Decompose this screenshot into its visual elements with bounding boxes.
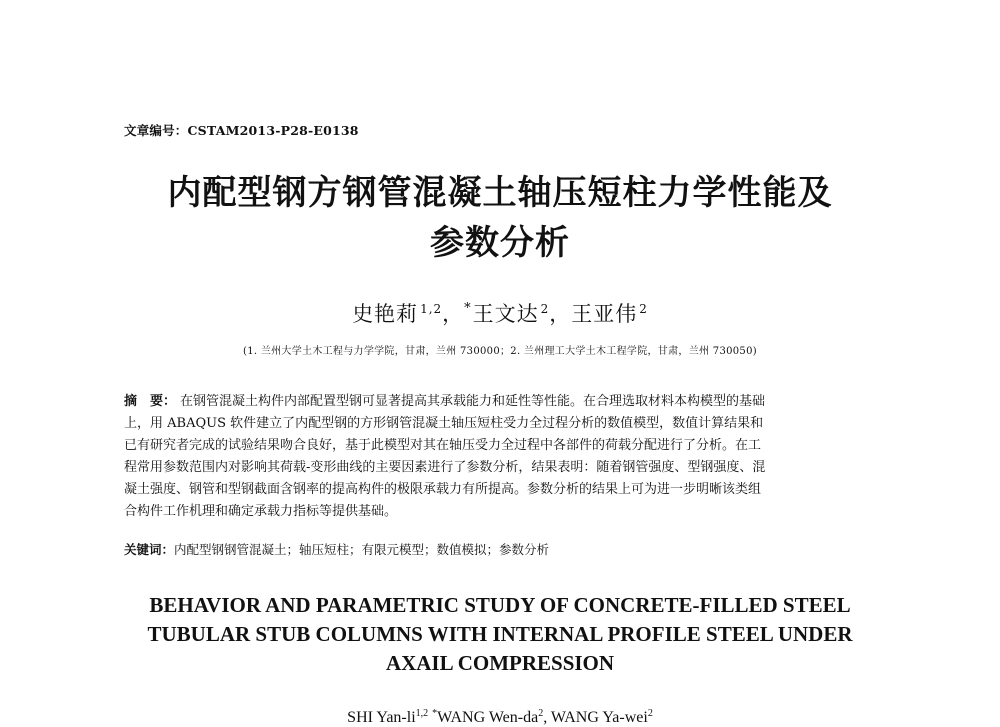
- abstract: [124, 391, 876, 523]
- abstract-label: 摘 要：: [124, 394, 177, 409]
- en-author-1-name: SHI Yan-li: [347, 709, 416, 726]
- en-author-3-name: WANG Ya-wei: [550, 709, 648, 726]
- keywords-text: 内配型钢钢管混凝土；轴压短柱；有限元模型；数值模拟；参数分析: [174, 542, 550, 557]
- chinese-affiliation: (1. 兰州大学土木工程与力学学院，甘肃，兰州 730000；2. 兰州理工大学土木工程学院，甘肃，兰州 730050): [243, 346, 757, 357]
- article-id: 文章编号：CSTAM2013-P28-E0138: [124, 123, 359, 138]
- chinese-title-line-2: 参数分析: [430, 223, 570, 263]
- author-3-affil: 2: [639, 302, 648, 316]
- abstract-line-1: [124, 391, 876, 413]
- author-separator-1: ，: [442, 302, 465, 326]
- author-2-affil: 2: [540, 302, 550, 316]
- english-title-line-2: TUBULAR STUB COLUMNS WITH INTERNAL PROFILE STEEL UNDER: [147, 622, 853, 646]
- keywords: [124, 540, 876, 558]
- en-author-1-affil: 1,2: [415, 708, 429, 719]
- en-author-3-affil: 2: [647, 708, 653, 719]
- en-author-separator: ,: [543, 709, 548, 726]
- english-authors: [0, 708, 1000, 727]
- abstract-text-1: 在钢管混凝土构件内部配置型钢可显著提高其承载能力和延性等性能。在合理选取材料本构模型的基础: [180, 394, 766, 409]
- english-title: [0, 591, 1000, 678]
- abstract-line-2: 上，用 ABAQUS 软件建立了内配型钢的方形钢管混凝土轴压短柱受力全过程分析的数值模型，数值计算结果和: [124, 416, 764, 431]
- abstract-line-3: 已有研究者完成的试验结果吻合良好，基于此模型对其在轴压受力全过程中各部件的荷载分配进行了分析。在工: [124, 438, 762, 453]
- abstract-line-5: 凝土强度、钢管和型钢截面含钢率的提高构件的极限承载力有所提高。参数分析的结果上可为进一步明晰该类组: [124, 482, 762, 497]
- author-1-affil: 1,2: [420, 302, 443, 316]
- abstract-line-4: 程常用参数范围内对影响其荷载-变形曲线的主要因素进行了参数分析，结果表明：随着钢管强度、型钢强度、混: [124, 460, 766, 475]
- abstract-line-6: 合构件工作机理和确定承载力指标等提供基础。: [124, 504, 398, 519]
- en-author-2-affil: 2: [538, 708, 544, 719]
- author-3-name: 王亚伟: [571, 302, 638, 326]
- en-author-2-name: WANG Wen-da: [437, 709, 539, 726]
- author-1-name: 史艳莉: [352, 302, 419, 326]
- chinese-title-line-1: 内配型钢方钢管混凝土轴压短柱力学性能及: [167, 173, 833, 213]
- english-title-line-1: BEHAVIOR AND PARAMETRIC STUDY OF CONCRETE-FILLED STEEL: [149, 593, 851, 617]
- corresponding-author-mark: *: [464, 301, 472, 316]
- english-title-line-3: AXAIL COMPRESSION: [385, 651, 615, 675]
- author-separator-2: ，: [549, 302, 572, 326]
- chinese-authors: [0, 298, 1000, 328]
- keywords-label: 关键词：: [124, 542, 175, 557]
- en-corresponding-mark: *: [432, 708, 438, 719]
- chinese-title: [0, 168, 1000, 268]
- author-2-name: 王文达: [472, 302, 539, 326]
